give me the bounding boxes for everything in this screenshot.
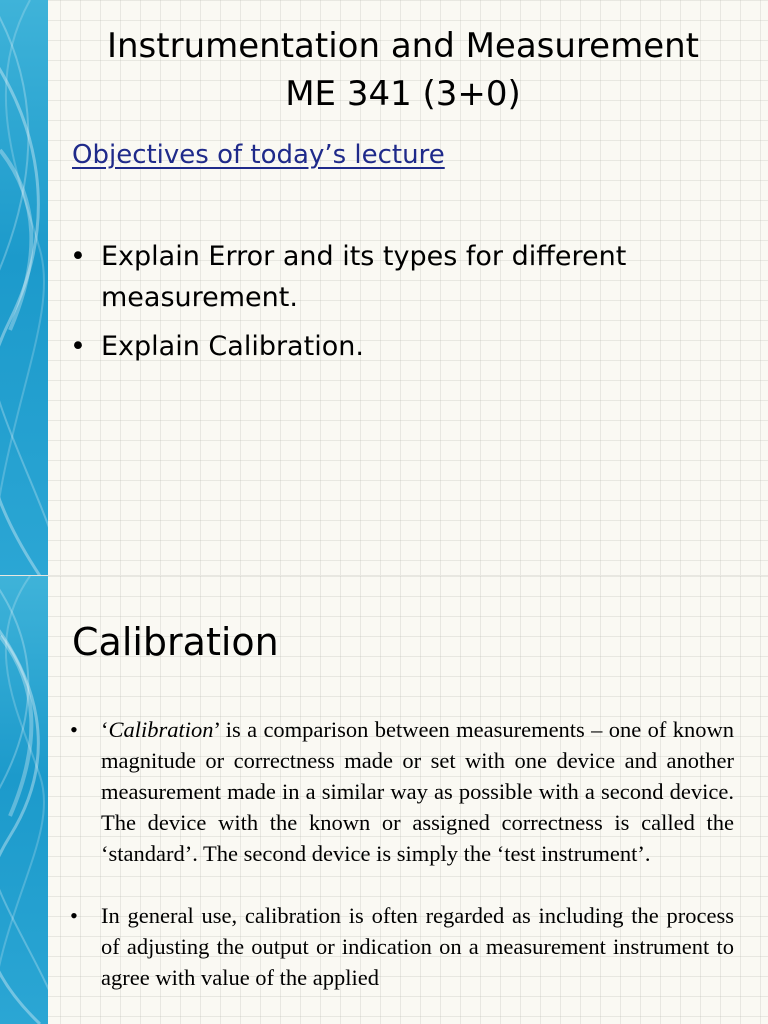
calibration-term: Calibration bbox=[108, 717, 214, 742]
calibration-heading: Calibration bbox=[72, 620, 279, 664]
objectives-list bbox=[70, 236, 710, 375]
list-item: • In general use, calibration is often regarded as including the process of adjusting the output or indication on a measurement instrument to agree with value of the applied bbox=[70, 900, 734, 993]
list-item: • Explain Error and its types for different measurement. bbox=[70, 236, 710, 318]
open-quote: ‘ bbox=[101, 717, 109, 742]
calibration-definition: ’ is a comparison between measurements – one of known magnitude or correctness made or set with one device and another measurement made in a similar way as possible with a second device. The device with the known or assigned correctness is called the ‘standard’. The second device is simply the ‘test instrument’. bbox=[101, 717, 734, 866]
swirl-decoration-icon bbox=[0, 0, 48, 576]
decorative-side-band bbox=[0, 0, 48, 576]
swirl-decoration-icon bbox=[0, 576, 48, 1024]
decorative-side-band bbox=[0, 576, 48, 1024]
list-item bbox=[70, 714, 734, 869]
objectives-subtitle: Objectives of today’s lecture bbox=[72, 140, 445, 170]
list-item: • Explain Calibration. bbox=[70, 326, 710, 367]
slide-title bbox=[48, 22, 758, 118]
title-line-2: ME 341 (3+0) bbox=[285, 74, 521, 114]
slide-calibration bbox=[0, 576, 768, 1024]
title-line-1: Instrumentation and Measurement bbox=[106, 26, 700, 66]
calibration-list bbox=[70, 714, 734, 1024]
